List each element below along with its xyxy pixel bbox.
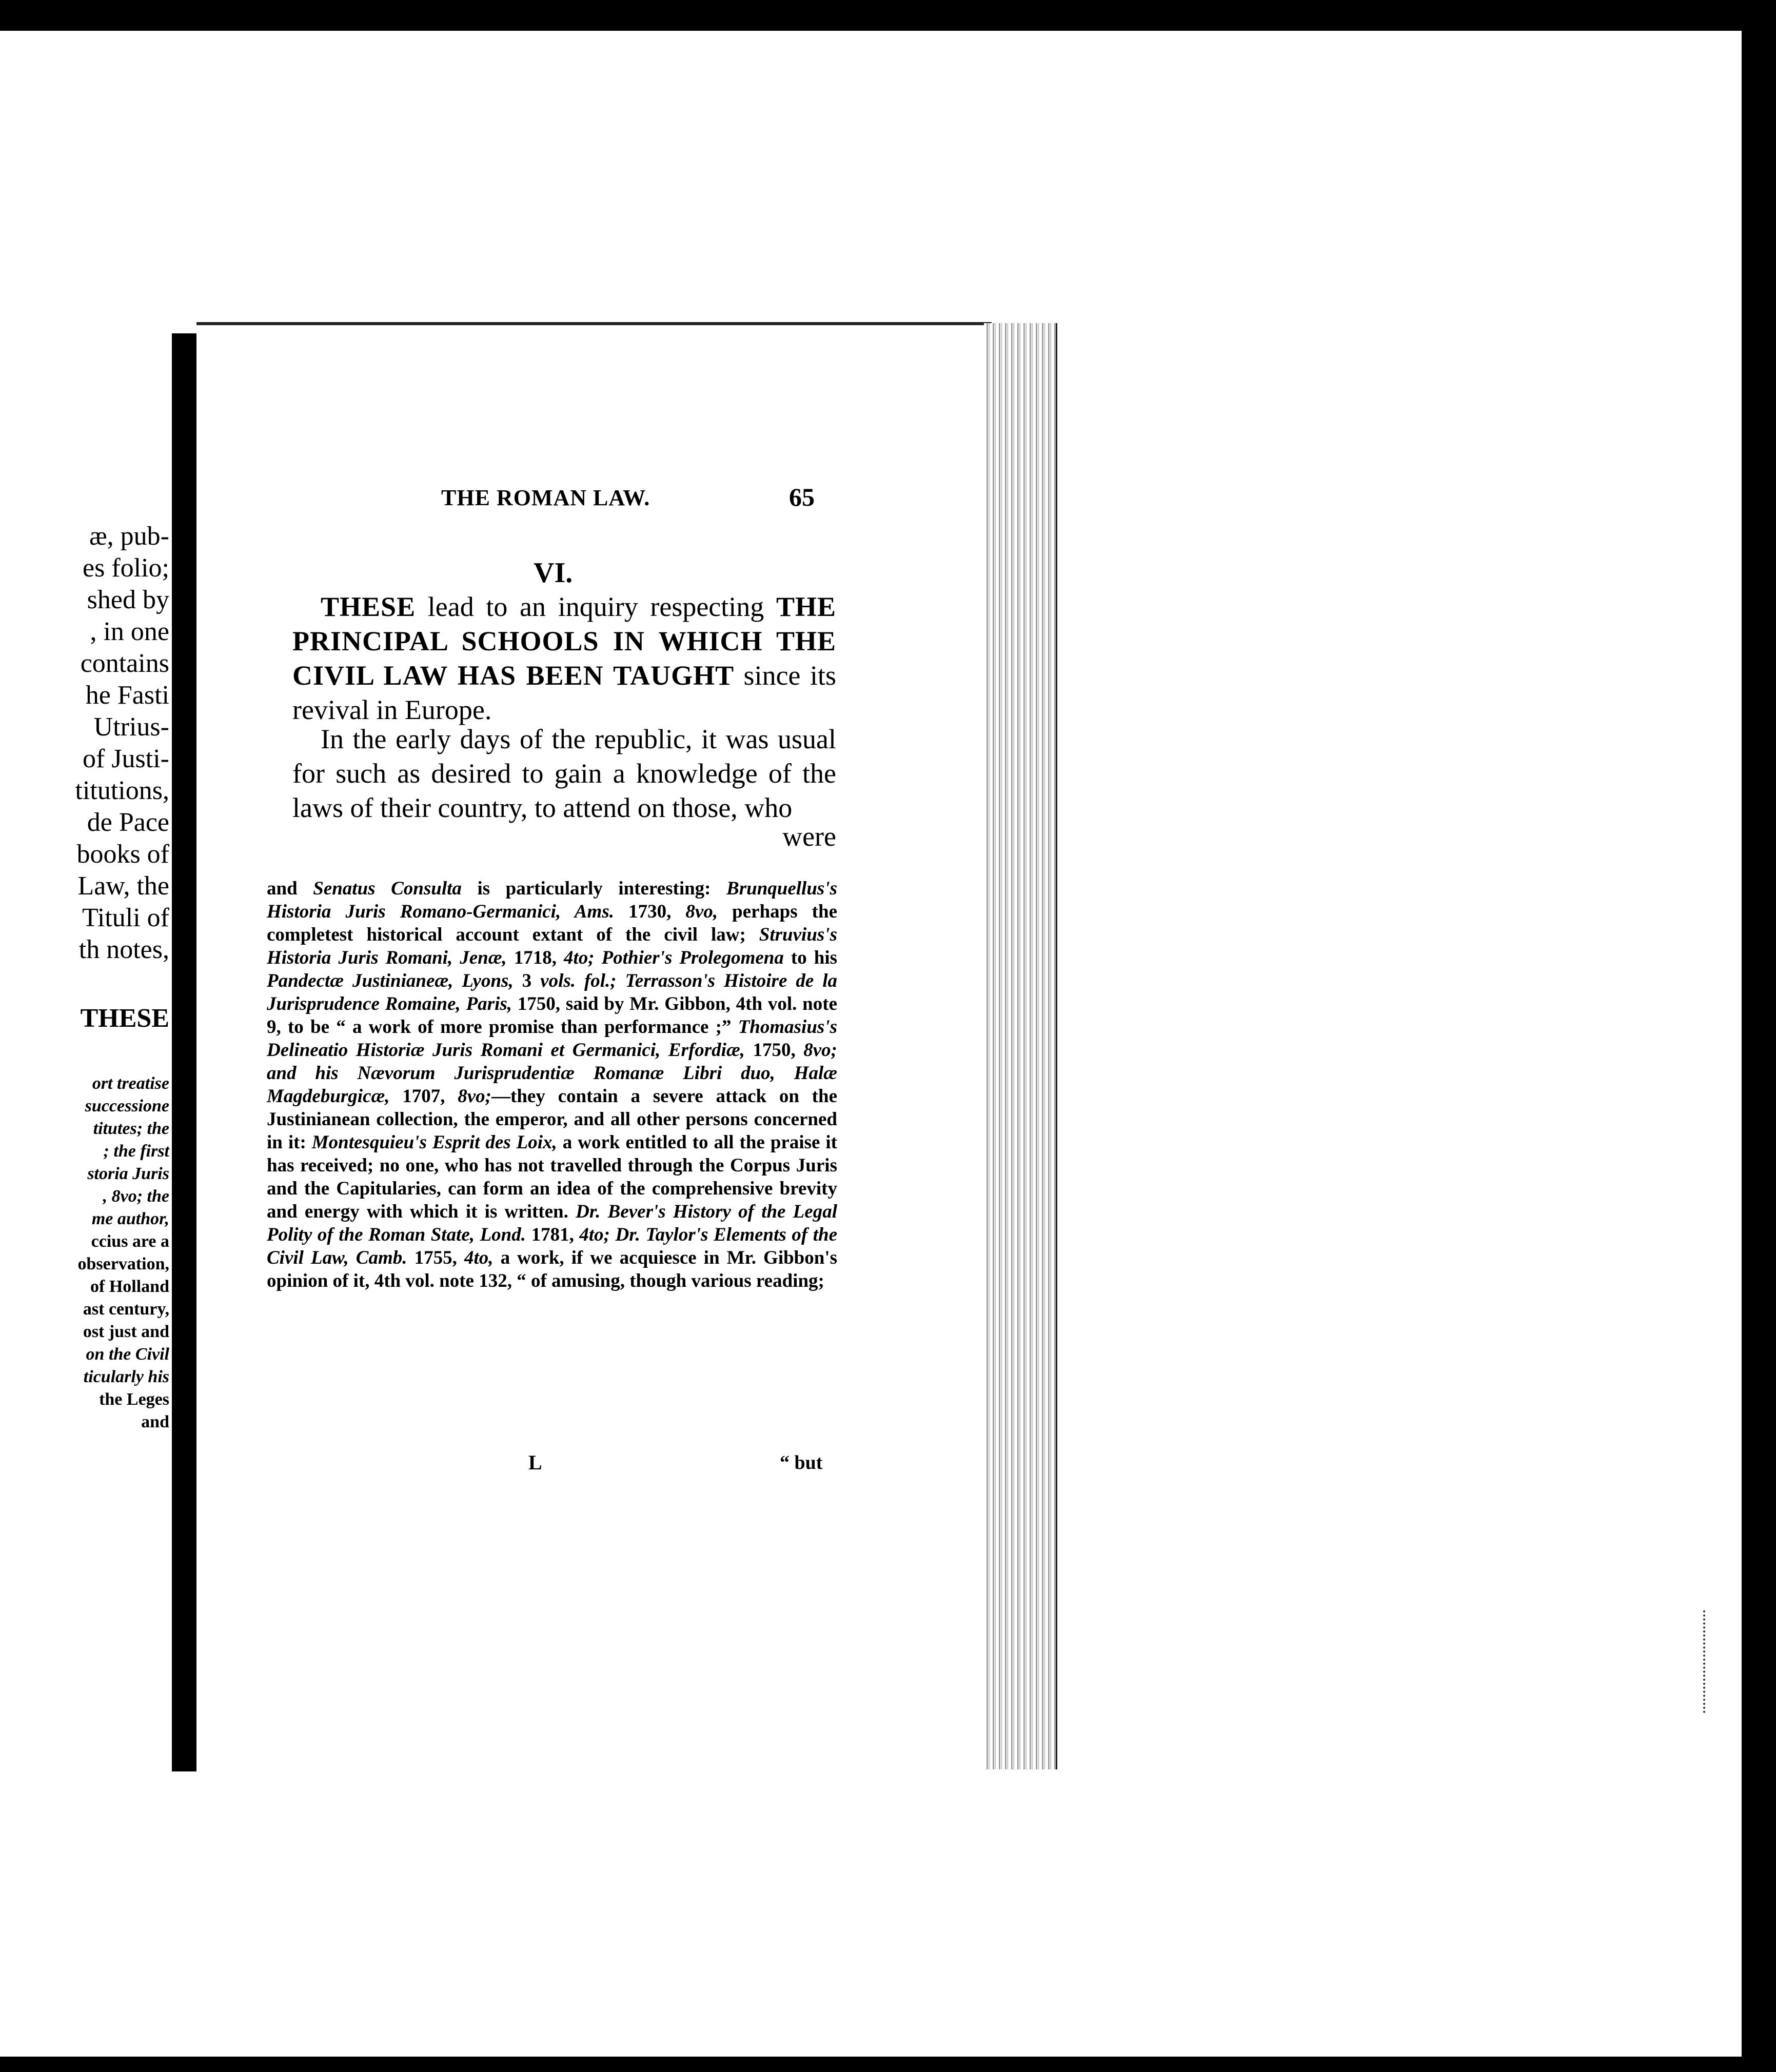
- footnote-text: 1707,: [389, 1086, 458, 1107]
- left-page-note-line: ort treatise: [92, 1074, 169, 1093]
- left-page-line: books of: [76, 840, 169, 869]
- left-page-line: , in one: [90, 617, 169, 646]
- footnote-text: to his: [783, 947, 838, 968]
- left-page-line: of Justi-: [83, 744, 169, 773]
- left-page-note-line: storia Juris: [87, 1164, 169, 1183]
- footnote-catchword: “ but: [780, 1452, 823, 1473]
- left-page-line: es folio;: [83, 553, 169, 583]
- left-page-note-line: ticularly his: [83, 1367, 169, 1386]
- footnote-italic: 4to; Pothier's Prolegomena: [564, 947, 784, 968]
- paragraph-republic: In the early days of the republic, it was usual for such as desired to gain a knowledge of the laws of their country, to attend on those, who: [292, 724, 836, 823]
- left-page-line: he Fasti: [85, 681, 169, 710]
- left-page-note-line: , 8vo; the: [103, 1187, 169, 1206]
- left-page-line: titutions,: [75, 776, 169, 805]
- left-page-line: Tituli of: [82, 903, 169, 932]
- footnote-text: is particularly interesting:: [461, 878, 727, 899]
- footnote-text: a work, if we acquiesce in Mr. Gibbon's opinion of it, 4th vol. note 132, “ of amusing, though various reading;: [267, 1247, 838, 1291]
- footnote-italic: Brunquellus's Historia Juris Romano-Germanici, Ams.: [267, 878, 837, 922]
- left-page-line: contains: [80, 649, 169, 678]
- footnote-italic: 8vo; and his Nævorum Jurisprudentiæ Romanæ Libri duo, Halæ Magdeburgicæ,: [267, 1040, 837, 1107]
- footnote-italic: Montesquieu's Esprit des Loix,: [311, 1132, 557, 1153]
- footnote: [267, 877, 837, 1292]
- left-page-note-line: of Holland: [90, 1277, 169, 1296]
- running-head: THE ROMAN LAW.: [441, 485, 650, 510]
- paragraph-lead-word: THESE: [321, 591, 416, 622]
- footnote-text: 3: [513, 970, 541, 991]
- footnote-italic: 8vo;: [458, 1086, 491, 1107]
- left-page-line: Law, the: [77, 871, 169, 901]
- left-page-note-line: on the Civil: [86, 1345, 169, 1364]
- left-page-note-line: ; the first: [103, 1142, 169, 1161]
- footnote-italic: Senatus Consulta: [313, 878, 462, 899]
- section-number: VI.: [534, 557, 573, 589]
- paragraph-text: lead to an inquiry respecting: [416, 591, 776, 622]
- footnote-italic: 4to,: [464, 1247, 494, 1268]
- footnote-italic: Struvius's Historia Juris Romani, Jenæ,: [267, 924, 837, 968]
- footnote-italic: Dr. Bever's History of the Legal Polity of the Roman State, Lond.: [267, 1201, 837, 1245]
- footnote-text: 1718,: [506, 947, 564, 968]
- catchword: were: [782, 821, 836, 852]
- left-page-line: æ, pub-: [89, 522, 169, 551]
- footnote-italic: 4to; Dr. Taylor's Elements of the Civil Law, Camb.: [267, 1224, 837, 1268]
- footnote-italic: Thomasius's Delineatio Historiæ Juris Romani et Germanici, Erfordiæ,: [267, 1017, 837, 1061]
- left-page-note-line: observation,: [77, 1254, 169, 1273]
- footnote-italic: vols. fol.; Terrasson's Histoire de la Jurisprudence Romaine, Paris,: [267, 970, 838, 1014]
- footnote-text: 1750,: [744, 1040, 804, 1061]
- footnote-text: a work entitled to all the praise it has received; no one, who has not travelled through the Corpus Juris and the Capitularies, can form an idea of the comprehensive brevity and energy with which it is written.: [267, 1132, 838, 1222]
- left-page-line: th notes,: [78, 935, 169, 964]
- footnote-italic: Pandectæ Justinianeæ, Lyons,: [267, 970, 514, 991]
- footnote-text: and: [267, 878, 313, 899]
- left-page-note-line: titutes; the: [93, 1119, 169, 1138]
- left-page-note-line: ccius are a: [91, 1232, 169, 1251]
- left-page-heading: THESE: [80, 1004, 169, 1033]
- left-page-line: de Pace: [87, 808, 169, 837]
- footnote-text: 1781,: [526, 1224, 580, 1245]
- page-number: 65: [789, 483, 815, 511]
- footnote-text: perhaps the completest historical account extant of the civil law;: [267, 901, 838, 945]
- footnote-text: 1750, said by Mr. Gibbon, 4th vol. note 9, to be “ a work of more promise than performance ;”: [267, 993, 837, 1038]
- left-page-note-line: me author,: [91, 1209, 169, 1228]
- paragraph-text: since its revival in Europe.: [292, 660, 836, 725]
- paragraph-caps-text: THE PRINCIPAL SCHOOLS IN WHICH THE CIVIL LAW HAS BEEN TAUGHT: [292, 591, 836, 691]
- left-page: [0, 338, 180, 1775]
- left-page-note-line: ast century,: [83, 1300, 169, 1319]
- scan-edge-marks: [1703, 1610, 1715, 1713]
- left-page-line: shed by: [87, 585, 169, 614]
- footnote-italic: 8vo,: [685, 901, 718, 922]
- book-gutter: [172, 333, 196, 1769]
- left-page-line: Utrius-: [93, 712, 169, 742]
- page-edges: [984, 323, 1057, 1769]
- left-page-note-line: ost just and: [83, 1322, 169, 1341]
- footnote-text: 1755,: [407, 1247, 464, 1268]
- footnote-text: —they contain a severe attack on the Justinianean collection, the emperor, and all other persons concerned in it:: [267, 1086, 837, 1153]
- signature-mark: L: [528, 1451, 542, 1474]
- footnote-text: 1730,: [614, 901, 686, 922]
- left-page-note-line: and: [141, 1412, 169, 1431]
- paragraph-intro: [292, 590, 836, 727]
- left-page-note-line: successione: [85, 1097, 169, 1115]
- left-page-note-line: the Leges: [99, 1390, 169, 1409]
